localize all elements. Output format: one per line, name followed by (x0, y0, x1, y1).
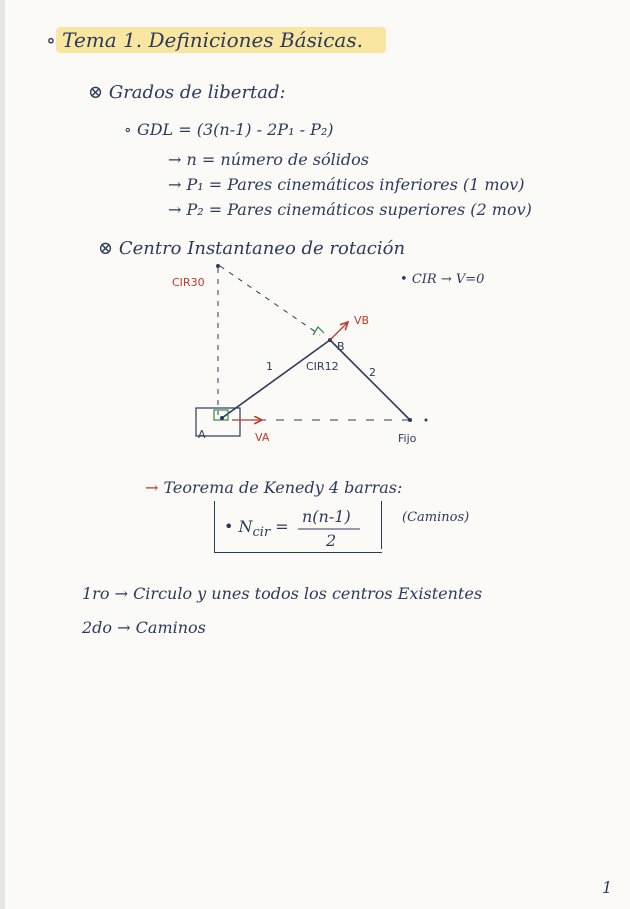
gdl-item-n-text: n = número de sólidos (186, 150, 369, 169)
velocity-arrow-b (330, 322, 348, 340)
section-grados-heading: Grados de libertad: (108, 82, 286, 103)
bullet-icon: ∘ (46, 28, 56, 52)
formula-numerator: n(n-1) (302, 507, 351, 526)
bar-1 (222, 340, 330, 418)
label-point-b: B (337, 340, 345, 353)
arrow-right-icon: → (168, 150, 182, 169)
fraction-bar (214, 501, 382, 553)
page-number: 1 (602, 878, 613, 897)
arrow-right-icon: → (168, 200, 182, 219)
formula-box (214, 501, 382, 553)
step-1-text: Circulo y unes todos los centros Existentes (133, 584, 483, 603)
label-cir30: CIR30 (172, 276, 205, 289)
cir-note-text: CIR → V=0 (411, 272, 485, 287)
step-1 (82, 584, 482, 603)
arrow-right-icon: → (145, 478, 159, 497)
gdl-item-p2-text: P₂ = Pares cinemáticos superiores (2 mov) (186, 200, 532, 219)
label-fixed: Fijo (398, 432, 417, 445)
gdl-formula-text: GDL = (3(n-1) - 2P₁ - P₂) (136, 120, 334, 139)
point-a (220, 416, 224, 420)
label-bar-2: 2 (369, 366, 376, 379)
label-velocity-a: VA (255, 431, 270, 444)
section-teorema (145, 478, 402, 497)
dashed-diagonal-line (220, 266, 320, 335)
step-2-key: 2do (82, 618, 113, 637)
bullet-icon: • (400, 272, 408, 287)
label-velocity-b: VB (354, 314, 370, 327)
formula-lhs-subscript: cir (252, 525, 271, 541)
label-point-a: A (198, 428, 206, 441)
label-cir12: CIR12 (306, 360, 339, 373)
cir30-point (216, 264, 220, 268)
page-title-text: Tema 1. Definiciones Básicas. (62, 28, 363, 52)
bullet-icon: ∘ (124, 120, 132, 139)
arrow-right-icon: → (117, 618, 131, 637)
step-2 (82, 618, 206, 637)
label-bar-1: 1 (266, 360, 273, 373)
section-teorema-heading: Teorema de Kenedy 4 barras: (163, 478, 403, 497)
step-2-text: Caminos (135, 618, 206, 637)
circled-x-bullet-icon: ⊗ (88, 82, 104, 103)
gdl-item-p1-text: P₁ = Pares cinemáticos inferiores (1 mov) (186, 175, 525, 194)
formula-denominator: 2 (326, 531, 337, 550)
caminos-note: (Caminos) (402, 510, 470, 525)
arrow-right-icon: → (168, 175, 182, 194)
bullet-icon: • (224, 517, 234, 536)
fixed-point-dot (425, 419, 428, 422)
arrow-right-icon: → (114, 584, 128, 603)
fixed-point (408, 418, 412, 422)
section-centro-heading: Centro Instantaneo de rotación (118, 238, 406, 259)
step-1-key: 1ro (82, 584, 110, 603)
formula-lhs-symbol: N (238, 517, 253, 536)
circled-x-bullet-icon: ⊗ (98, 238, 114, 259)
equals-sign: = (275, 517, 289, 536)
